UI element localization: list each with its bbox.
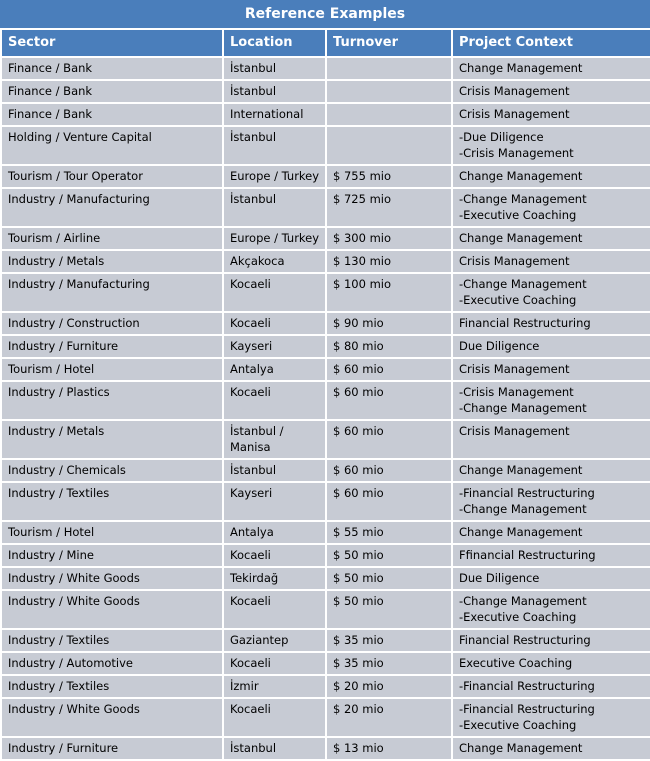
sector-cell: Industry / Metals xyxy=(1,420,223,459)
sector-cell: Industry / Chemicals xyxy=(1,459,223,482)
sector-cell: Industry / White Goods xyxy=(1,567,223,590)
project-context-cell: -Crisis Management -Change Management xyxy=(452,381,650,420)
column-header-project-context: Project Context xyxy=(452,30,650,57)
location-cell: İstanbul xyxy=(223,188,326,227)
turnover-cell: $ 80 mio xyxy=(326,335,452,358)
location-cell: İstanbul xyxy=(223,57,326,80)
project-context-cell: Executive Coaching xyxy=(452,652,650,675)
location-cell: Kocaeli xyxy=(223,381,326,420)
table-row xyxy=(1,652,650,675)
turnover-cell: $ 60 mio xyxy=(326,459,452,482)
table-row xyxy=(1,250,650,273)
sector-cell: Industry / Metals xyxy=(1,250,223,273)
location-cell: Kocaeli xyxy=(223,590,326,629)
sector-cell: Industry / Manufacturing xyxy=(1,273,223,312)
location-cell: Kocaeli xyxy=(223,312,326,335)
table-row xyxy=(1,335,650,358)
location-cell: İstanbul xyxy=(223,80,326,103)
location-cell: Kocaeli xyxy=(223,652,326,675)
turnover-cell: $ 35 mio xyxy=(326,629,452,652)
table-row xyxy=(1,521,650,544)
table-header-row xyxy=(1,30,650,57)
sector-cell: Industry / White Goods xyxy=(1,698,223,737)
project-context-cell: Change Management xyxy=(452,227,650,250)
turnover-cell: $ 55 mio xyxy=(326,521,452,544)
sector-cell: Tourism / Airline xyxy=(1,227,223,250)
column-header-location: Location xyxy=(223,30,326,57)
sector-cell: Holding / Venture Capital xyxy=(1,126,223,165)
project-context-cell: Financial Restructuring xyxy=(452,312,650,335)
location-cell: Kocaeli xyxy=(223,698,326,737)
location-cell: Gaziantep xyxy=(223,629,326,652)
turnover-cell: $ 50 mio xyxy=(326,567,452,590)
location-cell: İstanbul xyxy=(223,126,326,165)
project-context-cell: Change Management xyxy=(452,165,650,188)
turnover-cell: $ 13 mio xyxy=(326,737,452,760)
project-context-cell: Due Diligence xyxy=(452,567,650,590)
sector-cell: Tourism / Tour Operator xyxy=(1,165,223,188)
turnover-cell: $ 20 mio xyxy=(326,675,452,698)
table-row xyxy=(1,312,650,335)
table-title: Reference Examples xyxy=(0,0,650,30)
turnover-cell xyxy=(326,80,452,103)
project-context-cell: -Financial Restructuring -Executive Coaching xyxy=(452,698,650,737)
project-context-cell: Change Management xyxy=(452,57,650,80)
project-context-cell: -Change Management -Executive Coaching xyxy=(452,188,650,227)
project-context-cell: Crisis Management xyxy=(452,103,650,126)
project-context-cell: Crisis Management xyxy=(452,358,650,381)
location-cell: Kocaeli xyxy=(223,544,326,567)
table-row xyxy=(1,57,650,80)
project-context-cell: Crisis Management xyxy=(452,250,650,273)
project-context-cell: Change Management xyxy=(452,459,650,482)
table-body xyxy=(1,57,650,760)
location-cell: Kayseri xyxy=(223,482,326,521)
turnover-cell xyxy=(326,126,452,165)
reference-table xyxy=(0,30,650,761)
table-row xyxy=(1,103,650,126)
turnover-cell: $ 90 mio xyxy=(326,312,452,335)
location-cell: Antalya xyxy=(223,521,326,544)
table-row xyxy=(1,567,650,590)
sector-cell: Finance / Bank xyxy=(1,103,223,126)
project-context-cell: -Due Diligence -Crisis Management xyxy=(452,126,650,165)
location-cell: Akçakoca xyxy=(223,250,326,273)
table-row xyxy=(1,188,650,227)
turnover-cell: $ 60 mio xyxy=(326,381,452,420)
table-row xyxy=(1,675,650,698)
turnover-cell: $ 60 mio xyxy=(326,482,452,521)
table-row xyxy=(1,227,650,250)
project-context-cell: -Change Management -Executive Coaching xyxy=(452,590,650,629)
location-cell: İstanbul xyxy=(223,459,326,482)
location-cell: Antalya xyxy=(223,358,326,381)
sector-cell: Industry / Plastics xyxy=(1,381,223,420)
project-context-cell: -Financial Restructuring xyxy=(452,675,650,698)
sector-cell: Industry / Furniture xyxy=(1,737,223,760)
project-context-cell: Change Management xyxy=(452,521,650,544)
table-row xyxy=(1,126,650,165)
project-context-cell: Due Diligence xyxy=(452,335,650,358)
table-row xyxy=(1,590,650,629)
column-header-sector: Sector xyxy=(1,30,223,57)
sector-cell: Industry / Textiles xyxy=(1,675,223,698)
location-cell: Kayseri xyxy=(223,335,326,358)
table-row xyxy=(1,381,650,420)
turnover-cell: $ 755 mio xyxy=(326,165,452,188)
turnover-cell: $ 35 mio xyxy=(326,652,452,675)
project-context-cell: -Financial Restructuring -Change Management xyxy=(452,482,650,521)
location-cell: International xyxy=(223,103,326,126)
turnover-cell: $ 20 mio xyxy=(326,698,452,737)
sector-cell: Industry / White Goods xyxy=(1,590,223,629)
location-cell: İstanbul / Manisa xyxy=(223,420,326,459)
turnover-cell: $ 300 mio xyxy=(326,227,452,250)
table-row xyxy=(1,80,650,103)
sector-cell: Industry / Automotive xyxy=(1,652,223,675)
table-row xyxy=(1,544,650,567)
sector-cell: Tourism / Hotel xyxy=(1,358,223,381)
location-cell: Tekirdağ xyxy=(223,567,326,590)
sector-cell: Industry / Construction xyxy=(1,312,223,335)
project-context-cell: Financial Restructuring xyxy=(452,629,650,652)
sector-cell: Industry / Textiles xyxy=(1,629,223,652)
table-row xyxy=(1,420,650,459)
table-row xyxy=(1,165,650,188)
sector-cell: Industry / Textiles xyxy=(1,482,223,521)
sector-cell: Industry / Mine xyxy=(1,544,223,567)
sector-cell: Finance / Bank xyxy=(1,57,223,80)
project-context-cell: -Change Management -Executive Coaching xyxy=(452,273,650,312)
sector-cell: Industry / Manufacturing xyxy=(1,188,223,227)
table-row xyxy=(1,358,650,381)
table-row xyxy=(1,482,650,521)
table-row xyxy=(1,629,650,652)
turnover-cell: $ 100 mio xyxy=(326,273,452,312)
project-context-cell: Crisis Management xyxy=(452,420,650,459)
turnover-cell xyxy=(326,103,452,126)
location-cell: İzmir xyxy=(223,675,326,698)
turnover-cell: $ 725 mio xyxy=(326,188,452,227)
location-cell: İstanbul xyxy=(223,737,326,760)
sector-cell: Finance / Bank xyxy=(1,80,223,103)
turnover-cell: $ 130 mio xyxy=(326,250,452,273)
sector-cell: Industry / Furniture xyxy=(1,335,223,358)
turnover-cell xyxy=(326,57,452,80)
turnover-cell: $ 60 mio xyxy=(326,358,452,381)
turnover-cell: $ 60 mio xyxy=(326,420,452,459)
location-cell: Europe / Turkey xyxy=(223,227,326,250)
turnover-cell: $ 50 mio xyxy=(326,544,452,567)
location-cell: Europe / Turkey xyxy=(223,165,326,188)
table-row xyxy=(1,698,650,737)
table-row xyxy=(1,459,650,482)
table-row xyxy=(1,737,650,760)
column-header-turnover: Turnover xyxy=(326,30,452,57)
sector-cell: Tourism / Hotel xyxy=(1,521,223,544)
project-context-cell: Crisis Management xyxy=(452,80,650,103)
project-context-cell: Ffinancial Restructuring xyxy=(452,544,650,567)
location-cell: Kocaeli xyxy=(223,273,326,312)
turnover-cell: $ 50 mio xyxy=(326,590,452,629)
project-context-cell: Change Management xyxy=(452,737,650,760)
table-row xyxy=(1,273,650,312)
